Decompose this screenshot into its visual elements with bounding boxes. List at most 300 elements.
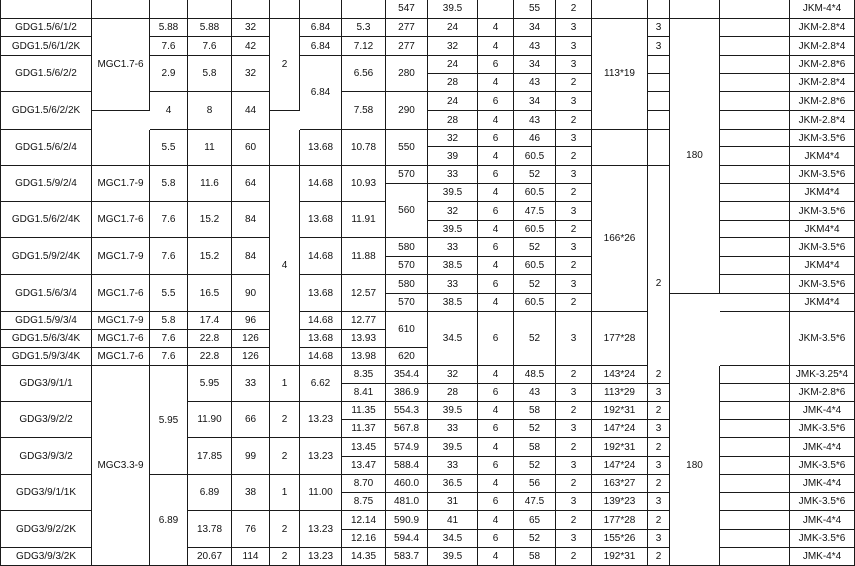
cell-c11-r4: 4 [478,74,514,92]
cell-c8-r30: 14.35 [342,548,386,566]
cell-c12-r14: 60.5 [514,257,556,275]
cell-c4-r2: 7.6 [188,37,232,56]
cell-c18-r14: JKM4*4 [790,257,855,275]
cell-c9-r20: 354.4 [386,366,428,384]
cell-c14-r24: 192*31 [592,438,648,457]
cell-c8-r25: 13.47 [342,457,386,475]
cell-c10-r2: 32 [428,37,478,56]
cell-c3-r2: 7.6 [150,37,188,56]
cell-c11-r16: 4 [478,294,514,312]
cell-c13-r23: 3 [556,420,592,438]
cell-c13-r12: 2 [556,221,592,238]
cell-c5-r30: 114 [232,548,270,566]
cell-c13-r5: 3 [556,92,592,111]
cell-c18-r3: JKM-2.8*6 [790,56,855,74]
cell-c7-r28: 13.23 [300,511,342,548]
cell-c8-r24: 13.45 [342,438,386,457]
cell-c13-r25: 3 [556,457,592,475]
cell-c11-r27: 6 [478,493,514,511]
cell-c7-r24: 13.23 [300,438,342,475]
cell-c5-r20: 33 [232,366,270,402]
cell-c9-r28: 590.9 [386,511,428,530]
cell-c7-r30: 13.23 [300,548,342,566]
cell-c15-r27: 3 [648,493,670,511]
cell-c5-r5: 44 [232,92,270,130]
cell-c4-r1: 5.88 [188,19,232,38]
cell-c5-r2: 42 [232,37,270,56]
cell-c17-r28 [720,511,790,530]
cell-c18-r23: JMK-3.5*6 [790,420,855,438]
cell-c9-r19: 620 [386,348,428,366]
cell-model-r7: GDG1.5/6/2/4 [0,130,92,166]
cell-c10-r17: 34.5 [428,312,478,366]
cell-c16-r1: 180 [670,19,720,295]
cell-c18-r8: JKM4*4 [790,147,855,166]
cell-c12-r6: 43 [514,111,556,130]
cell-c14-r22: 192*31 [592,402,648,420]
cell-c7-r19: 14.68 [300,348,342,366]
cell-model-r19: GDG1.5/9/3/4K [0,348,92,366]
cell-c10-r25: 33 [428,457,478,475]
cell-c18-r0: JKM-4*4 [790,0,855,19]
cell-c15-r20: 2 [648,366,670,384]
cell-c4-r0 [188,0,232,19]
cell-c5-r0 [232,0,270,19]
cell-c8-r29: 12.16 [342,530,386,548]
cell-c17-r30 [720,548,790,566]
cell-c8-r18: 13.93 [342,330,386,348]
cell-c11-r21: 6 [478,384,514,402]
cell-c10-r16: 38.5 [428,294,478,312]
cell-c17-r4 [720,74,790,92]
cell-c17-r5 [720,92,790,111]
cell-c8-r26: 8.70 [342,475,386,493]
cell-c6-r28: 2 [270,511,300,548]
cell-c10-r20: 32 [428,366,478,384]
cell-c15-r3 [648,56,670,74]
cell-c8-r5: 7.58 [342,92,386,130]
cell-c10-r4: 28 [428,74,478,92]
cell-c11-r14: 4 [478,257,514,275]
cell-c14-r1: 113*19 [592,19,648,131]
cell-c11-r6: 4 [478,111,514,130]
cell-c7-r13: 14.68 [300,238,342,275]
cell-c7-r15: 13.68 [300,275,342,312]
cell-c9-r23: 567.8 [386,420,428,438]
cell-c7-r1: 6.84 [300,19,342,38]
cell-c10-r30: 39.5 [428,548,478,566]
cell-c12-r7: 46 [514,130,556,147]
cell-c15-r23: 3 [648,420,670,438]
cell-motor-r15: MGC1.7-6 [92,275,150,312]
cell-c9-r5: 290 [386,92,428,130]
cell-c14-r25: 147*24 [592,457,648,475]
cell-c17-r29 [720,530,790,548]
cell-c13-r28: 2 [556,511,592,530]
cell-c14-r27: 139*23 [592,493,648,511]
cell-c11-r8: 4 [478,147,514,166]
cell-c9-r14: 570 [386,257,428,275]
cell-c8-r1: 5.3 [342,19,386,38]
cell-c5-r1: 32 [232,19,270,38]
cell-c14-r7 [592,130,648,166]
cell-c9-r17: 610 [386,312,428,348]
cell-c14-r21: 113*29 [592,384,648,402]
cell-c8-r21: 8.41 [342,384,386,402]
cell-c9-r2: 277 [386,37,428,56]
cell-c15-r1: 3 [648,19,670,38]
cell-c18-r27: JMK-3.5*6 [790,493,855,511]
cell-c11-r12: 4 [478,221,514,238]
cell-c17-r15 [720,275,790,294]
cell-model-r15: GDG1.5/6/3/4 [0,275,92,312]
cell-c13-r17: 3 [556,312,592,366]
cell-c18-r7: JKM-3.5*6 [790,130,855,147]
cell-c9-r1: 277 [386,19,428,38]
cell-c12-r27: 47.5 [514,493,556,511]
cell-c9-r25: 588.4 [386,457,428,475]
cell-c12-r4: 43 [514,74,556,92]
cell-c9-r9: 570 [386,166,428,184]
cell-c11-r0 [478,0,514,19]
cell-c5-r26: 38 [232,475,270,511]
cell-c13-r9: 3 [556,166,592,184]
cell-c11-r1: 4 [478,19,514,38]
cell-c12-r5: 34 [514,92,556,111]
cell-c17-r17 [720,312,790,366]
cell-c13-r21: 3 [556,384,592,402]
cell-c9-r26: 460.0 [386,475,428,493]
cell-c10-r27: 31 [428,493,478,511]
cell-motor-r11: MGC1.7-6 [92,202,150,238]
cell-c17-r22 [720,402,790,420]
cell-c12-r2: 43 [514,37,556,56]
cell-c4-r7: 11 [188,130,232,166]
cell-c7-r18: 13.68 [300,330,342,348]
cell-c14-r20: 143*24 [592,366,648,384]
cell-c7-r20: 6.62 [300,366,342,402]
cell-c3-r17: 5.8 [150,312,188,330]
cell-c10-r13: 33 [428,238,478,257]
cell-c9-r30: 583.7 [386,548,428,566]
cell-c5-r11: 84 [232,202,270,238]
cell-c12-r21: 43 [514,384,556,402]
cell-c7-r26: 11.00 [300,475,342,511]
cell-c12-r24: 58 [514,438,556,457]
cell-model-r28: GDG3/9/2/2K [0,511,92,548]
cell-c18-r25: JMK-3.5*6 [790,457,855,475]
cell-c11-r23: 6 [478,420,514,438]
cell-c12-r12: 60.5 [514,221,556,238]
cell-c12-r16: 60.5 [514,294,556,312]
cell-c4-r17: 17.4 [188,312,232,330]
cell-c17-r12 [720,221,790,238]
cell-c8-r13: 11.88 [342,238,386,275]
cell-c11-r9: 6 [478,166,514,184]
cell-c13-r3: 3 [556,56,592,74]
cell-c11-r30: 4 [478,548,514,566]
cell-c18-r22: JMK-4*4 [790,402,855,420]
cell-c15-r25: 3 [648,457,670,475]
cell-c5-r28: 76 [232,511,270,548]
cell-c14-r17: 177*28 [592,312,648,366]
cell-c4-r22: 11.90 [188,402,232,438]
cell-c6-r26: 1 [270,475,300,511]
cell-c12-r1: 34 [514,19,556,38]
cell-c3-r7: 5.5 [150,130,188,166]
cell-c9-r22: 554.3 [386,402,428,420]
cell-c13-r8: 2 [556,147,592,166]
cell-c18-r9: JKM-3.5*6 [790,166,855,184]
cell-c9-r10: 560 [386,184,428,238]
cell-c11-r7: 6 [478,130,514,147]
cell-model-r30: GDG3/9/3/2K [0,548,92,566]
cell-c13-r1: 3 [556,19,592,38]
cell-c17-r21 [720,384,790,402]
cell-c15-r7 [648,130,670,166]
cell-model-r24: GDG3/9/3/2 [0,438,92,475]
cell-c14-r29: 155*26 [592,530,648,548]
cell-c8-r22: 11.35 [342,402,386,420]
cell-c17-r0 [720,0,790,19]
cell-c11-r25: 6 [478,457,514,475]
cell-c13-r24: 2 [556,438,592,457]
cell-c6-r30: 2 [270,548,300,566]
cell-c13-r13: 3 [556,238,592,257]
cell-c12-r0: 55 [514,0,556,19]
cell-c17-r2 [720,37,790,56]
cell-c8-r17: 12.77 [342,312,386,330]
cell-c4-r11: 15.2 [188,202,232,238]
cell-c12-r11: 47.5 [514,202,556,221]
cell-c9-r29: 594.4 [386,530,428,548]
cell-c15-r30: 2 [648,548,670,566]
cell-c18-r13: JKM-3.5*6 [790,238,855,257]
cell-c5-r3: 32 [232,56,270,92]
cell-model-r18: GDG1.5/6/3/4K [0,330,92,348]
cell-c11-r11: 6 [478,202,514,221]
cell-c13-r14: 2 [556,257,592,275]
cell-c11-r22: 4 [478,402,514,420]
cell-c11-r10: 4 [478,184,514,202]
cell-c17-r23 [720,420,790,438]
cell-c3-r11: 7.6 [150,202,188,238]
cell-c17-r26 [720,475,790,493]
cell-motor-r18: MGC1.7-6 [92,330,150,348]
cell-c10-r11: 32 [428,202,478,221]
cell-c4-r20: 5.95 [188,366,232,402]
cell-model-r17: GDG1.5/9/3/4 [0,312,92,330]
cell-c3-r26: 6.89 [150,475,188,566]
cell-c13-r30: 2 [556,548,592,566]
cell-c12-r10: 60.5 [514,184,556,202]
cell-c13-r2: 3 [556,37,592,56]
cell-c17-r9 [720,166,790,184]
cell-c10-r15: 33 [428,275,478,294]
cell-c13-r6: 2 [556,111,592,130]
cell-c14-r0 [592,0,648,19]
cell-c4-r3: 5.8 [188,56,232,92]
cell-c5-r17: 96 [232,312,270,330]
cell-c4-r15: 16.5 [188,275,232,312]
cell-c15-r28: 2 [648,511,670,530]
cell-c4-r30: 20.67 [188,548,232,566]
cell-c10-r3: 24 [428,56,478,74]
cell-c12-r25: 52 [514,457,556,475]
cell-c8-r19: 13.98 [342,348,386,366]
cell-c7-r11: 13.68 [300,202,342,238]
cell-c12-r13: 52 [514,238,556,257]
cell-c13-r4: 2 [556,74,592,92]
cell-c17-r24 [720,438,790,457]
cell-motor-r0 [92,0,150,19]
cell-c3-r9: 5.8 [150,166,188,202]
cell-c9-r7: 550 [386,130,428,166]
cell-c9-r21: 386.9 [386,384,428,402]
cell-c17-r10 [720,184,790,202]
cell-c10-r10: 39.5 [428,184,478,202]
cell-c11-r24: 4 [478,438,514,457]
cell-c12-r26: 56 [514,475,556,493]
cell-c11-r3: 6 [478,56,514,74]
cell-c4-r26: 6.89 [188,475,232,511]
cell-c7-r22: 13.23 [300,402,342,438]
cell-c18-r10: JKM4*4 [790,184,855,202]
cell-c15-r6 [648,111,670,130]
cell-c3-r1: 5.88 [150,19,188,38]
cell-c5-r18: 126 [232,330,270,348]
cell-motor-r20: MGC3.3-9 [92,366,150,566]
cell-c7-r17: 14.68 [300,312,342,330]
cell-c14-r28: 177*28 [592,511,648,530]
cell-c12-r28: 65 [514,511,556,530]
cell-model-r20: GDG3/9/1/1 [0,366,92,402]
cell-c17-r25 [720,457,790,475]
cell-c14-r9: 166*26 [592,166,648,312]
cell-c11-r26: 4 [478,475,514,493]
cell-c18-r17: JKM-3.5*6 [790,312,855,366]
cell-c18-r2: JKM-2.8*4 [790,37,855,56]
cell-c6-r24: 2 [270,438,300,475]
cell-c6-r7 [270,130,300,166]
cell-c3-r19: 7.6 [150,348,188,366]
cell-c9-r0: 547 [386,0,428,19]
cell-c8-r15: 12.57 [342,275,386,312]
cell-model-r3: GDG1.5/6/2/2 [0,56,92,92]
cell-c16-r0 [670,0,720,19]
cell-c18-r5: JKM-2.8*6 [790,92,855,111]
cell-c6-r1: 2 [270,19,300,112]
cell-c9-r15: 580 [386,275,428,294]
cell-c8-r9: 10.93 [342,166,386,202]
cell-c3-r3: 2.9 [150,56,188,92]
cell-model-r9: GDG1.5/9/2/4 [0,166,92,202]
cell-motor-r13: MGC1.7-9 [92,238,150,275]
cell-model-r2: GDG1.5/6/1/2K [0,37,92,56]
cell-c10-r23: 33 [428,420,478,438]
cell-c8-r20: 8.35 [342,366,386,384]
cell-c3-r13: 7.6 [150,238,188,275]
cell-c17-r20 [720,366,790,384]
cell-c4-r9: 11.6 [188,166,232,202]
cell-motor-r17: MGC1.7-9 [92,312,150,330]
cell-c18-r21: JKM-2.8*6 [790,384,855,402]
cell-model-r5: GDG1.5/6/2/2K [0,92,92,130]
cell-c8-r2: 7.12 [342,37,386,56]
cell-model-r13: GDG1.5/9/2/4K [0,238,92,275]
cell-c13-r7: 3 [556,130,592,147]
cell-c17-r14 [720,257,790,275]
cell-c5-r19: 126 [232,348,270,366]
cell-c8-r23: 11.37 [342,420,386,438]
cell-c4-r13: 15.2 [188,238,232,275]
cell-c4-r28: 13.78 [188,511,232,548]
cell-c13-r15: 3 [556,275,592,294]
cell-c12-r9: 52 [514,166,556,184]
cell-model-r1: GDG1.5/6/1/2 [0,19,92,38]
cell-c18-r24: JMK-4*4 [790,438,855,457]
cell-c8-r7: 10.78 [342,130,386,166]
cell-c18-r28: JMK-4*4 [790,511,855,530]
cell-c12-r15: 52 [514,275,556,294]
cell-c6-r22: 2 [270,402,300,438]
cell-c13-r10: 2 [556,184,592,202]
cell-c17-r7 [720,130,790,147]
cell-c4-r19: 22.8 [188,348,232,366]
cell-c10-r22: 39.5 [428,402,478,420]
cell-c6-r20: 1 [270,366,300,402]
cell-c9-r3: 280 [386,56,428,92]
cell-c10-r24: 39.5 [428,438,478,457]
cell-c3-r15: 5.5 [150,275,188,312]
cell-c10-r5: 24 [428,92,478,111]
cell-c5-r15: 90 [232,275,270,312]
cell-c12-r30: 58 [514,548,556,566]
cell-c18-r15: JKM-3.5*6 [790,275,855,294]
cell-model-r0 [0,0,92,19]
cell-motor-r1: MGC1.7-6 [92,19,150,112]
cell-c9-r16: 570 [386,294,428,312]
cell-c3-r0 [150,0,188,19]
cell-c18-r11: JKM-3.5*6 [790,202,855,221]
cell-motor-r7 [92,130,150,166]
cell-motor-r9: MGC1.7-9 [92,166,150,202]
cell-c18-r26: JMK-4*4 [790,475,855,493]
cell-c6-r0 [270,0,300,19]
cell-c14-r26: 163*27 [592,475,648,493]
cell-c17-r11 [720,202,790,221]
cell-c13-r0: 2 [556,0,592,19]
cell-model-r22: GDG3/9/2/2 [0,402,92,438]
cell-c7-r0 [300,0,342,19]
cell-c10-r26: 36.5 [428,475,478,493]
cell-c18-r1: JKM-2.8*4 [790,19,855,38]
cell-c10-r7: 32 [428,130,478,147]
cell-c10-r12: 39.5 [428,221,478,238]
cell-c11-r2: 4 [478,37,514,56]
cell-c15-r22: 2 [648,402,670,420]
cell-c13-r16: 2 [556,294,592,312]
cell-c10-r0: 39.5 [428,0,478,19]
cell-c12-r29: 52 [514,530,556,548]
cell-c10-r28: 41 [428,511,478,530]
cell-c11-r15: 6 [478,275,514,294]
cell-c7-r7: 13.68 [300,130,342,166]
cell-c15-r0 [648,0,670,19]
cell-c3-r5: 4 [150,92,188,130]
cell-c17-r6 [720,111,790,130]
cell-c18-r20: JMK-3.25*4 [790,366,855,384]
